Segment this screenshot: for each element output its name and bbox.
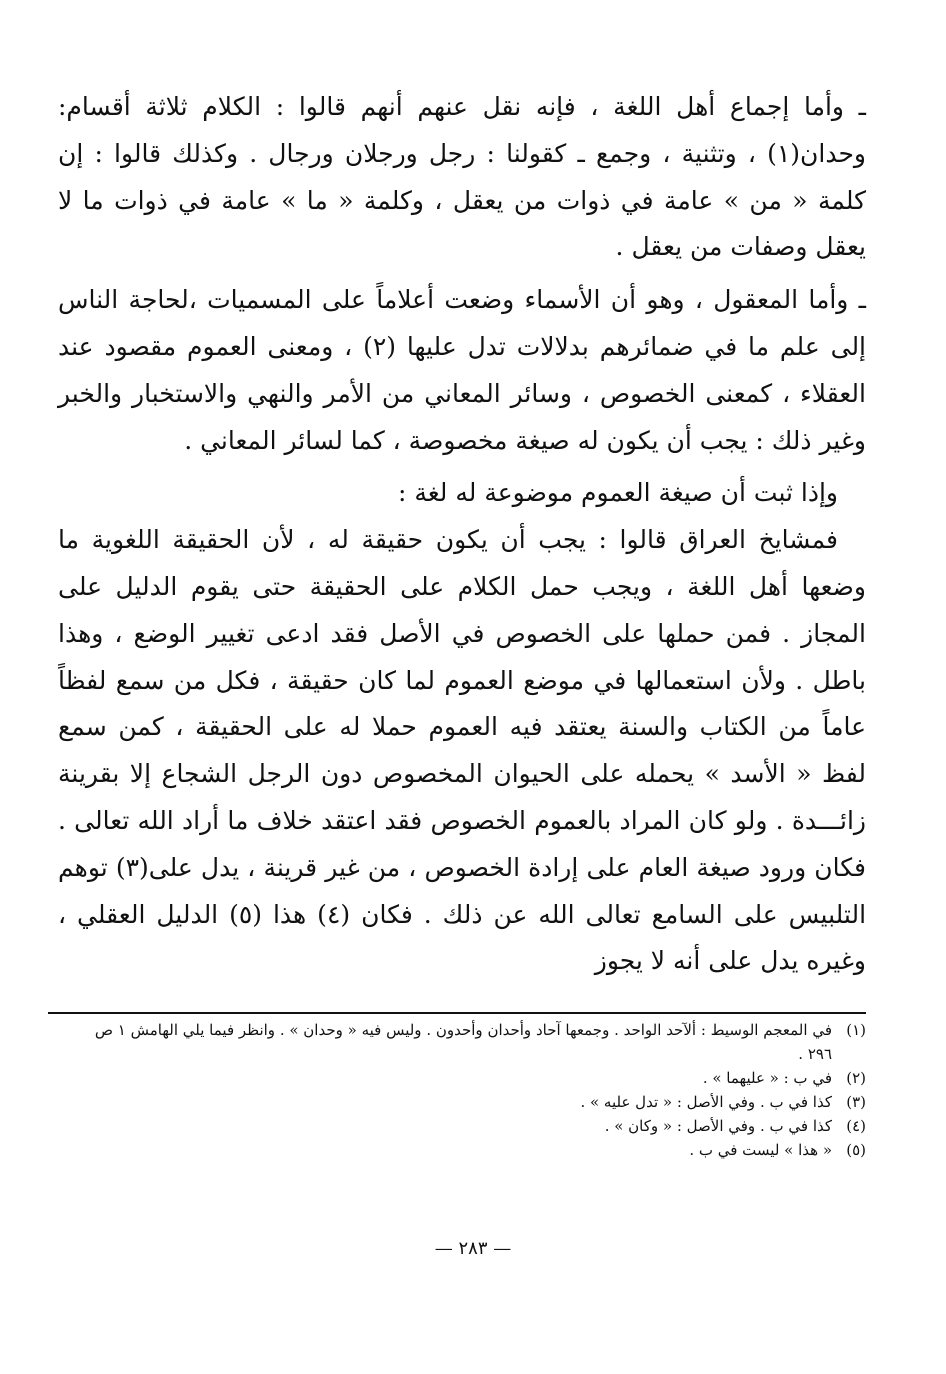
- footnotes: [78, 1018, 866, 1162]
- paragraph-consensus: ـ وأما إجماع أهل اللغة ، فإنه نقل عنهم أنهم قالوا : الكلام ثلاثة أقسام: وحدان(١) ، وتثنية ، وجمع ـ كقولنا : رجل ورجلان ورجال . وكذلك قالوا : إن كلمة « من » عامة في ذوات من يعقل ، وكلمة « ما » عامة في ذوات ما لا يعقل وصفات من يعقل .: [58, 92, 866, 262]
- main-text: [58, 84, 866, 985]
- footnote-text: كذا في ب . وفي الأصل : « وكان » .: [604, 1117, 832, 1135]
- footnote-text: في المعجم الوسيط : ألآحد الواحد . وجمعها آحاد وأحدان وأحدون . وليس فيه « وحدان » . وانظر فيما يلي الهامش ١ ص ٢٩٦ .: [94, 1021, 832, 1063]
- paragraph-statement: وإذا ثبت أن صيغة العموم موضوعة له لغة :: [397, 478, 838, 508]
- footnote-text: كذا في ب . وفي الأصل : « تدل عليه » .: [580, 1093, 832, 1111]
- footnote-text: « هذا » ليست في ب .: [689, 1141, 832, 1159]
- footnote-separator: [48, 1012, 866, 1014]
- footnote-2: [78, 1066, 866, 1090]
- footnote-number: (٥): [846, 1141, 866, 1159]
- footnote-number: (٤): [846, 1117, 866, 1135]
- paragraph-reason: ـ وأما المعقول ، وهو أن الأسماء وضعت أعلاماً على المسميات ،لحاجة الناس إلى علم ما في ضمائرهم بدلالات تدل عليها (٢) ، ومعنى العموم مقصود عند العقلاء ، كمعنى الخصوص ، وسائر المعاني من الأمر والنهي والاستخبار والخبر وغير ذلك : يجب أن يكون له صيغة مخصوصة ، كما لسائر المعاني .: [58, 285, 867, 455]
- paragraph-iraq-scholars: فمشايخ العراق قالوا : يجب أن يكون حقيقة له ، لأن الحقيقة اللغوية ما وضعها أهل اللغة ، ويجب حمل الكلام على الحقيقة حتى يقوم الدليل على المجاز . فمن حملها على الخصوص في الأصل فقد ادعى تغيير الوضع ، وهذا باطل . ولأن استعمالها في موضع العموم لما كان حقيقة ، فكل من سمع لفظاً عاماً من الكتاب والسنة يعتقد فيه العموم حملا له على الحقيقة ، كمن سمع لفظ « الأسد » يحمله على الحيوان المخصوص دون الرجل الشجاع إلا بقرينة زائـــدة . ولو كان المراد بالعموم الخصوص فقد اعتقد خلاف ما أراد الله تعالى . فكان ورود صيغة العام على إرادة الخصوص ، من غير قرينة ، يدل على(٣) توهم التلبيس على السامع تعالى الله عن ذلك . فكان (٤) هذا (٥) الدليل العقلي ، وغيره يدل على أنه لا يجوز: [58, 525, 867, 976]
- footnote-number: (٢): [846, 1069, 866, 1087]
- footnote-3: [78, 1090, 866, 1114]
- footnote-1: [78, 1018, 866, 1066]
- footnote-5: [78, 1138, 866, 1162]
- footnote-number: (٣): [846, 1093, 866, 1111]
- footnote-text: في ب : « عليهما » .: [702, 1069, 832, 1087]
- page-number: — ٢٨٣ —: [434, 1238, 512, 1259]
- footnote-number: (١): [846, 1021, 866, 1039]
- footnote-4: [78, 1114, 866, 1138]
